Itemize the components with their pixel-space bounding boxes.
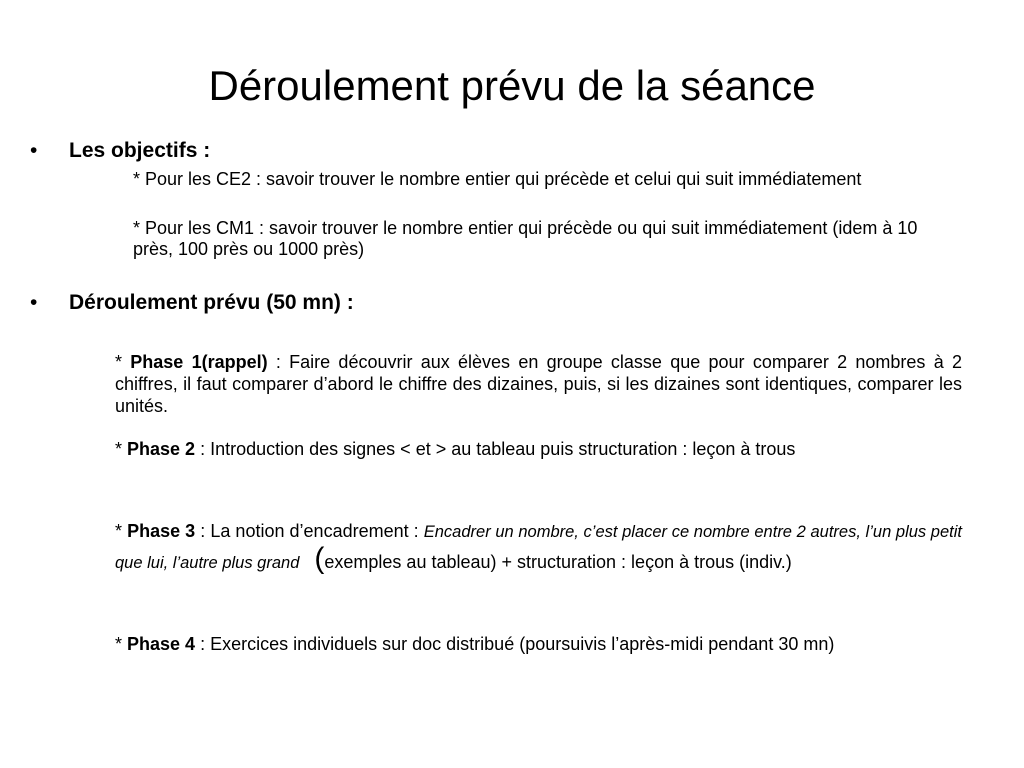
phase-star: * bbox=[115, 352, 131, 372]
phase-text: : La notion d’encadrement : bbox=[195, 521, 424, 541]
bullet-marker: • bbox=[30, 291, 38, 314]
phase-star: * bbox=[115, 439, 128, 459]
bullet-marker: • bbox=[30, 139, 38, 162]
phase-4 bbox=[115, 633, 962, 655]
objectif-cm1: * Pour les CM1 : savoir trouver le nombre entier qui précède ou qui suit immédiatement (idem à 10 près, 100 près ou 1000 près) bbox=[133, 218, 918, 259]
slide-title: Déroulement prévu de la séance bbox=[208, 62, 816, 109]
objectif-ce2: * Pour les CE2 : savoir trouver le nombre entier qui précède et celui qui suit immédiatement bbox=[133, 169, 862, 189]
phase-star: * bbox=[115, 634, 128, 654]
phase-1 bbox=[115, 351, 962, 417]
objectifs-heading: Les objectifs : bbox=[69, 139, 211, 162]
phase-star: * bbox=[115, 521, 128, 541]
phase-text: : Exercices individuels sur doc distribué (poursuivis l’après-midi pendant 30 mn) bbox=[195, 634, 835, 654]
phase-label: Phase 2 bbox=[127, 439, 196, 459]
phase-text-2: exemples au tableau) + structuration : leçon à trous (indiv.) bbox=[324, 552, 792, 572]
phase-definition: Encadrer un nombre, c’est placer ce nombre entre 2 autres, l’un plus petit que lui, l’autre plus grand bbox=[115, 523, 962, 572]
phase-label: Phase 4 bbox=[127, 634, 196, 654]
phase-text: : Faire découvrir aux élèves en groupe classe que pour comparer 2 nombres à 2 chiffres, il faut comparer d’abord le chiffre des dizaines, puis, si les dizaines sont identiques, comparer les unités. bbox=[115, 352, 962, 416]
paren: ( bbox=[314, 542, 325, 575]
phase-text: : Introduction des signes < et > au tableau puis structuration : leçon à trous bbox=[195, 439, 796, 459]
deroulement-heading: Déroulement prévu (50 mn) : bbox=[69, 291, 354, 314]
phase-3 bbox=[115, 516, 962, 578]
phase-2 bbox=[115, 436, 962, 462]
phase-label: Phase 3 bbox=[127, 521, 196, 541]
phase-label: Phase 1(rappel) bbox=[130, 352, 268, 372]
